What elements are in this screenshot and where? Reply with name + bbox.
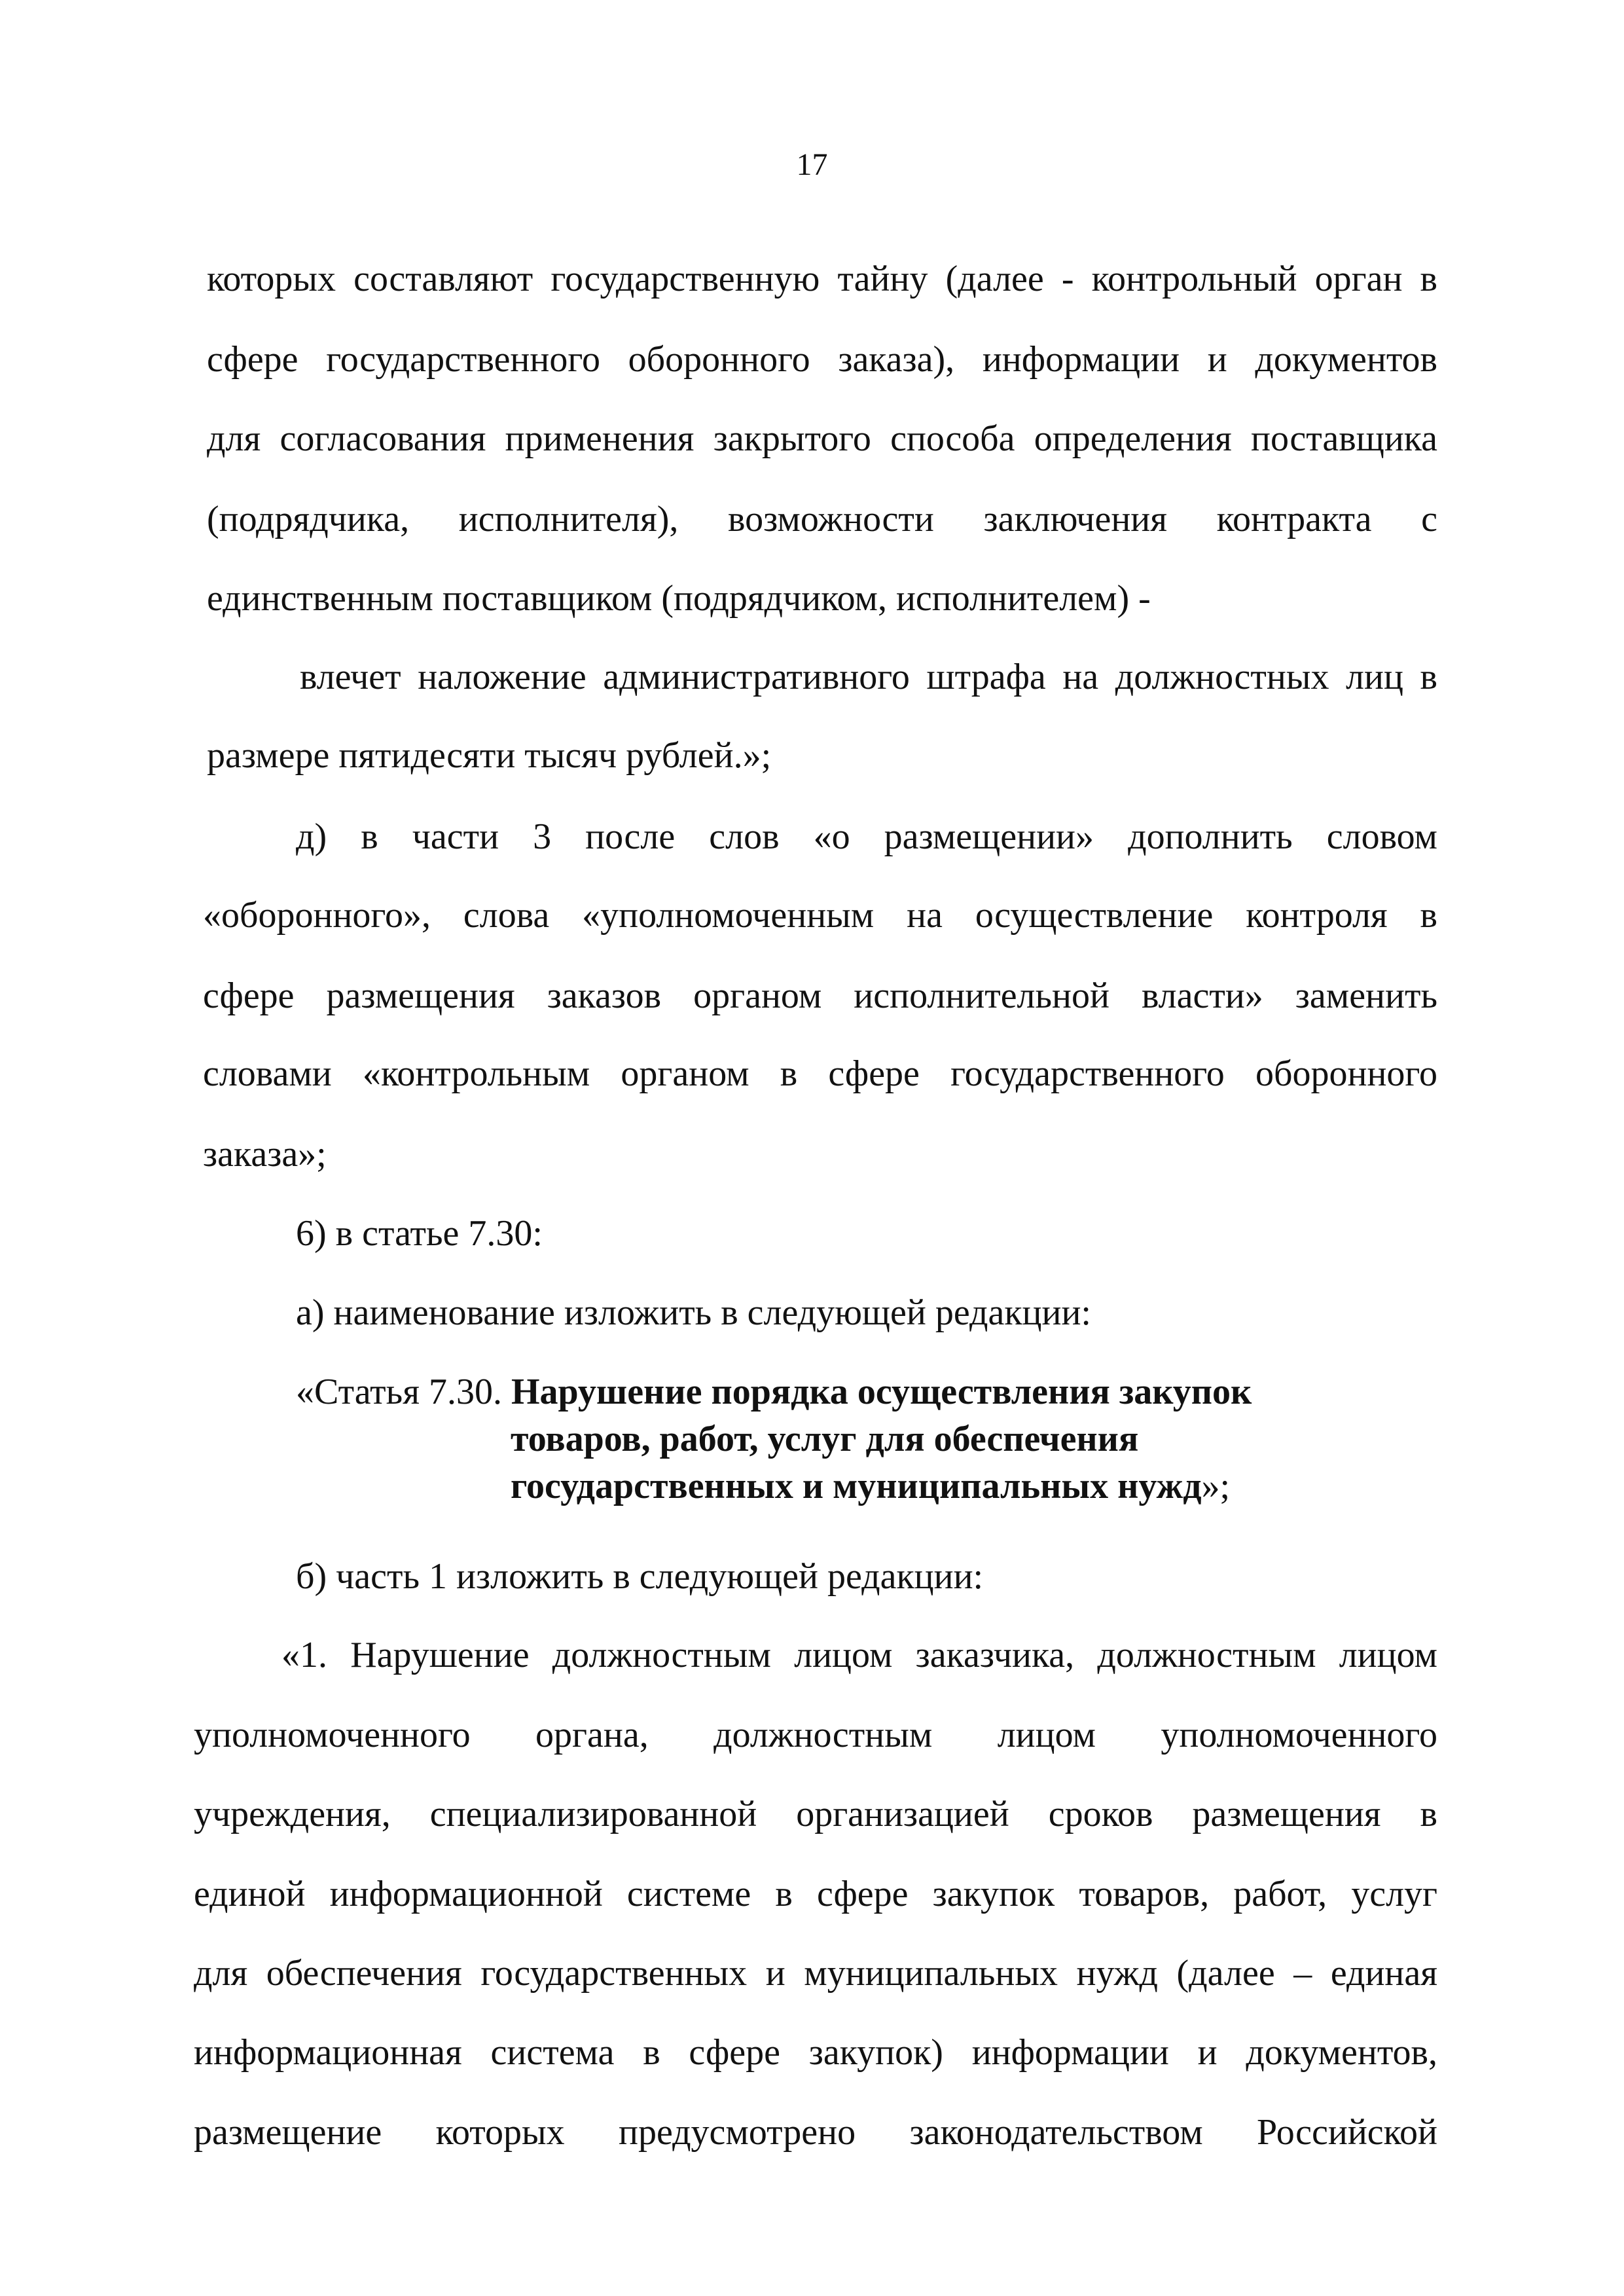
text-line: д) в части 3 после слов «о размещении» дополнить словом	[296, 816, 1437, 857]
text-line: сфере размещения заказов органом исполнительной власти» заменить	[203, 975, 1437, 1016]
text-line: а) наименование изложить в следующей редакции:	[296, 1292, 1091, 1333]
article-heading-line-2	[511, 1421, 1138, 1457]
text-line: информационная система в сфере закупок) информации и документов,	[194, 2032, 1437, 2073]
text-line: 6) в статье 7.30:	[296, 1213, 543, 1254]
text-line: б) часть 1 изложить в следующей редакции:	[296, 1556, 984, 1597]
text-line: размещение которых предусмотрено законодательством Российской	[194, 2112, 1437, 2153]
text-line: заказа»;	[203, 1134, 327, 1175]
text-line: влечет наложение административного штрафа на должностных лиц в	[300, 657, 1437, 697]
text-line: (подрядчика, исполнителя), возможности заключения контракта с	[207, 499, 1437, 539]
article-heading-prefix: «Статья 7.30.	[296, 1372, 511, 1412]
text-line: словами «контрольным органом в сфере государственного оборонного	[203, 1053, 1437, 1094]
text-line: для согласования применения закрытого способа определения поставщика	[207, 418, 1437, 459]
text-line: единой информационной системе в сфере закупок товаров, работ, услуг	[194, 1874, 1437, 1914]
text-line: которых составляют государственную тайну (далее - контрольный орган в	[207, 259, 1437, 299]
article-heading-title: товаров, работ, услуг для обеспечения	[511, 1419, 1139, 1459]
text-line: «1. Нарушение должностным лицом заказчика, должностным лицом	[281, 1635, 1437, 1675]
text-line: учреждения, специализированной организацией сроков размещения в	[194, 1794, 1437, 1834]
text-line: «оборонного», слова «уполномоченным на осуществление контроля в	[203, 895, 1437, 936]
text-line: для обеспечения государственных и муниципальных нужд (далее – единая	[194, 1953, 1437, 1994]
text-line: сфере государственного оборонного заказа), информации и документов	[207, 339, 1437, 380]
article-heading-line-3	[511, 1468, 1230, 1504]
text-line: уполномоченного органа, должностным лицом уполномоченного	[194, 1715, 1437, 1755]
text-line: размере пятидесяти тысяч рублей.»;	[207, 735, 772, 776]
article-heading-line-1	[296, 1374, 1252, 1410]
article-heading-title: государственных и муниципальных нужд	[511, 1466, 1202, 1506]
text-line: единственным поставщиком (подрядчиком, исполнителем) -	[207, 578, 1151, 619]
article-heading-suffix: »;	[1201, 1466, 1231, 1506]
article-heading-title: Нарушение порядка осуществления закупок	[511, 1372, 1252, 1412]
page-number: 17	[796, 147, 828, 182]
